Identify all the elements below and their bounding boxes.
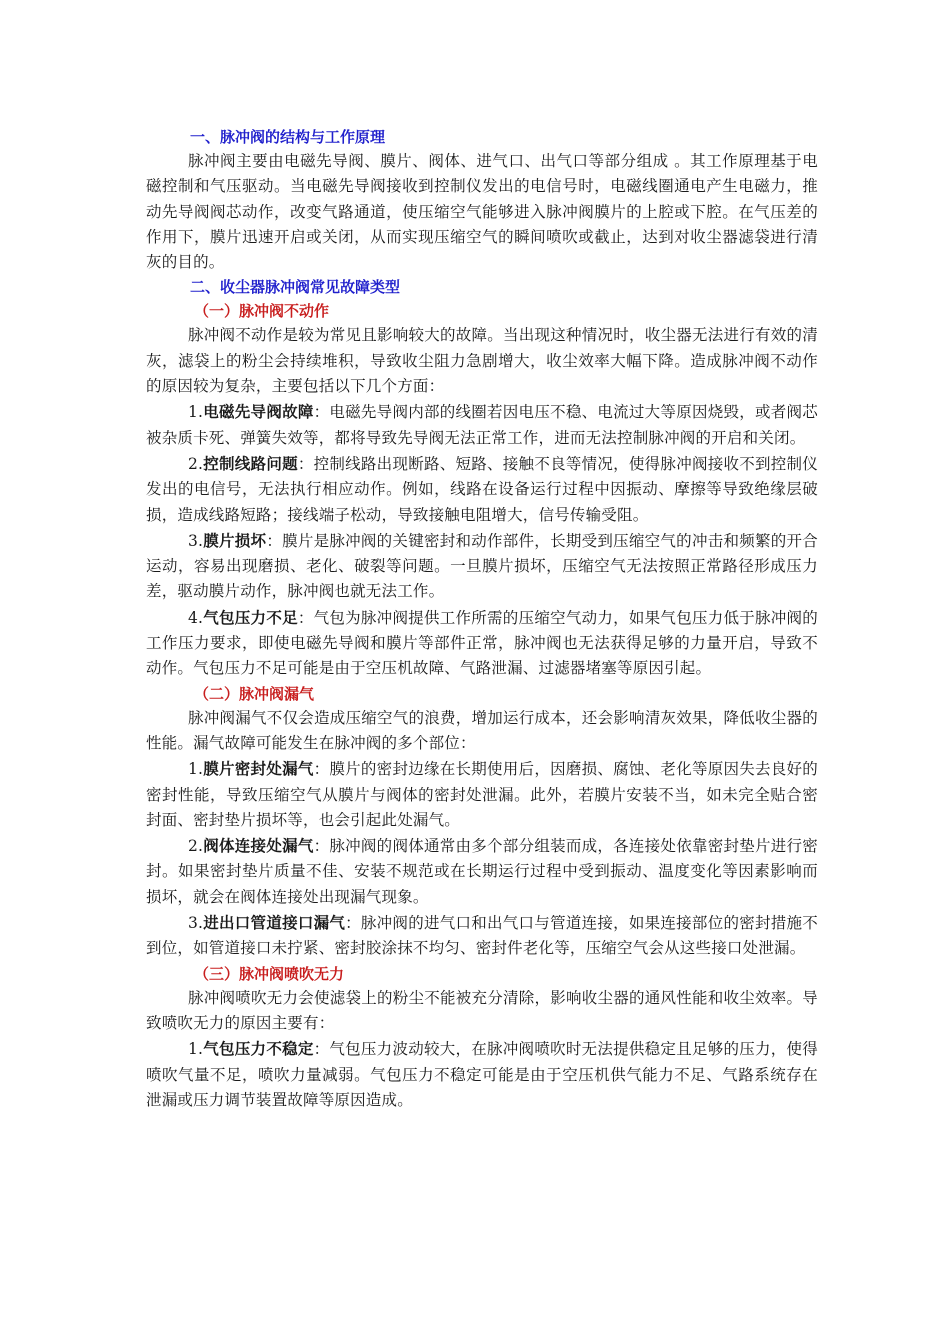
subsection-1-heading: （一）脉冲阀不动作 [194, 302, 330, 321]
item-text: ：控制线路出现断路、短路、接触不良等情况，使得脉冲阀接收不到控制仪发出的电信号，无法执行相应动作。例如，线路在设备运行过程中因振动、摩擦等导致绝缘层破损，造成线路短路；接线端子松动，导致接触电阻增大，信号传输受阻。 [146, 454, 819, 524]
item-number: 2. [188, 837, 204, 856]
item-number: 1. [188, 760, 204, 779]
item-title: 进出口管道接口漏气 [203, 913, 346, 933]
list-item [146, 833, 818, 910]
item-number: 1. [188, 1040, 204, 1059]
item-text: ：脉冲阀的进气口和出气口与管道连接，如果连接部位的密封措施不到位，如管道接口未拧紧、密封胶涂抹不均匀、密封件老化等，压缩空气会从这些接口处泄漏。 [146, 914, 818, 958]
section-2-heading: 二、收尘器脉冲阀常见故障类型 [190, 278, 401, 297]
list-item [146, 451, 818, 528]
item-number: 3. [188, 914, 204, 933]
item-title: 气包压力不足 [203, 607, 298, 627]
item-text: ：脉冲阀的阀体通常由多个部分组装而成，各连接处依靠密封垫片进行密封。如果密封垫片质量不佳、安装不规范或在长期运行过程中受到振动、温度变化等因素影响而损坏，就会在阀体连接处出现漏气现象。 [146, 837, 819, 906]
list-item [146, 1036, 818, 1113]
item-text: ：气包压力波动较大，在脉冲阀喷吹时无法提供稳定且足够的压力，使得喷吹气量不足，喷吹力量减弱。气包压力不稳定可能是由于空压机供气能力不足、气路系统存在泄漏或压力调节装置故障等原因造成。 [146, 1040, 819, 1109]
item-number: 2. [188, 454, 204, 473]
list-item [146, 605, 818, 682]
subsection-2-heading: （二）脉冲阀漏气 [194, 684, 315, 703]
item-text: ：膜片是脉冲阀的关键密封和动作部件，长期受到压缩空气的冲击和频繁的开合运动，容易出现磨损、老化、破裂等问题。一旦膜片损坏，压缩空气无法按照正常路径形成压力差，驱动膜片动作，脉冲阀也就无法工作。 [146, 531, 818, 601]
item-title: 气包压力不稳定 [203, 1039, 314, 1059]
subsection-3-heading: （三）脉冲阀喷吹无力 [194, 964, 345, 983]
list-item [146, 756, 818, 833]
item-text: ：气包为脉冲阀提供工作所需的压缩空气动力，如果气包压力低于脉冲阀的工作压力要求，即使电磁先导阀和膜片等部件正常，脉冲阀也无法获得足够的力量开启，导致不动作。气包压力不足可能是由于空压机故障、气路泄漏、过滤器堵塞等原因引起。 [146, 608, 819, 678]
item-number: 4. [188, 608, 204, 627]
item-title: 阀体连接处漏气 [203, 836, 314, 856]
section-1-paragraph: 脉冲阀主要由电磁先导阀、膜片、阀体、进气口、出气口等部分组成 。其工作原理基于电磁控制和气压驱动。当电磁先导阀接收到控制仪发出的电信号时，电磁线圈通电产生电磁力，推动先导阀阀芯动作，改变气路通道，使压缩空气能够进入脉冲阀膜片的上腔或下腔。在气压差的作用下，膜片迅速开启或关闭，从而实现压缩空气的瞬间喷吹或截止，达到对收尘器滤袋进行清灰的目的。 [146, 152, 818, 272]
subsection-1-intro: 脉冲阀不动作是较为常见且影响较大的故障。当出现这种情况时，收尘器无法进行有效的清灰，滤袋上的粉尘会持续堆积，导致收尘阻力急剧增大，收尘效率大幅下降。造成脉冲阀不动作的原因较为复杂，主要包括以下几个方面： [146, 326, 818, 396]
item-text: ：膜片的密封边缘在长期使用后，因磨损、腐蚀、老化等原因失去良好的密封性能，导致压缩空气从膜片与阀体的密封处泄漏。此外，若膜片安装不当，如未完全贴合密封面、密封垫片损坏等，也会引起此处漏气。 [146, 760, 819, 829]
item-number: 1. [188, 403, 204, 422]
subsection-3-intro: 脉冲阀喷吹无力会使滤袋上的粉尘不能被充分清除，影响收尘器的通风性能和收尘效率。导致喷吹无力的原因主要有： [146, 988, 818, 1032]
list-item [146, 399, 818, 451]
item-title: 膜片密封处漏气 [203, 759, 314, 779]
section-1-heading: 一、脉冲阀的结构与工作原理 [190, 128, 386, 146]
item-number: 3. [188, 531, 204, 550]
item-title: 膜片损坏 [203, 530, 267, 550]
item-text: ：电磁先导阀内部的线圈若因电压不稳、电流过大等原因烧毁，或者阀芯被杂质卡死、弹簧失效等，都将导致先导阀无法正常工作，进而无法控制脉冲阀的开启和关闭。 [146, 403, 819, 447]
item-title: 控制线路问题 [203, 453, 298, 473]
list-item [146, 910, 818, 962]
list-item [146, 528, 818, 605]
item-title: 电磁先导阀故障 [203, 402, 314, 422]
document-body [146, 126, 818, 1113]
subsection-2-intro: 脉冲阀漏气不仅会造成压缩空气的浪费，增加运行成本，还会影响清灰效果，降低收尘器的性能。漏气故障可能发生在脉冲阀的多个部位： [146, 708, 818, 752]
